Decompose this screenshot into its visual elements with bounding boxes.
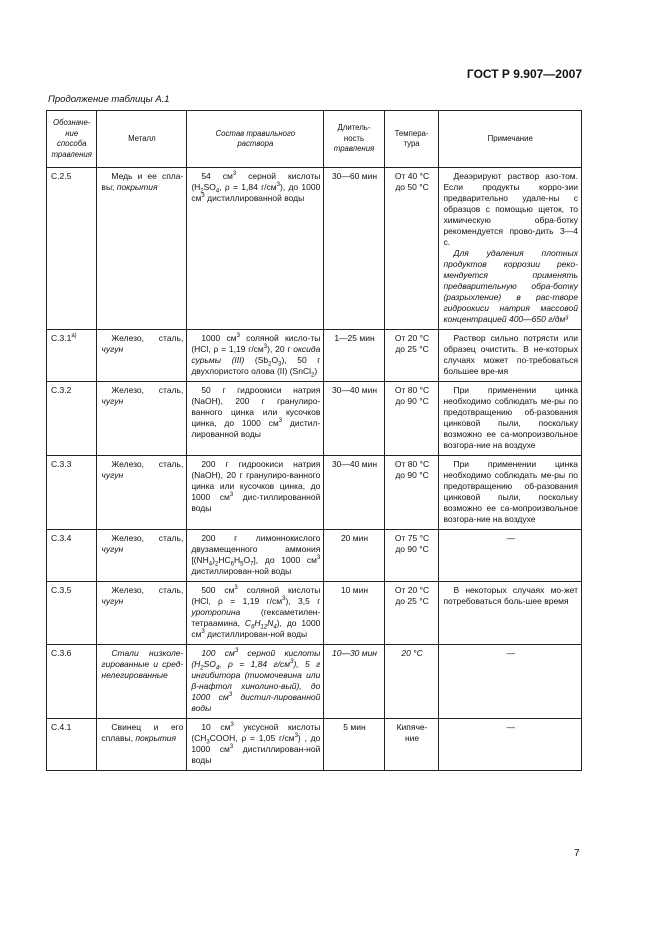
temperature-text: От 20 °С [394,585,430,595]
solution-text: уксусной кислоты (CH [191,722,321,743]
solution-text: 500 см [201,585,235,595]
cell-duration [324,719,384,771]
solution-text: COOH, ρ = 1,05 г/см [209,733,295,743]
cell-temperature [384,382,439,456]
cell-solution [187,382,324,456]
table-header-row [47,111,582,168]
solution-text: дистил-лированной воды [191,692,321,713]
solution-text: O [243,555,251,565]
cell-note [439,719,582,771]
temperature-text: От 40 °С [394,171,430,181]
temperature-text: до 50 °С [395,182,429,192]
table-row [47,168,582,330]
solution-text: соляной кисло-ты (HCl, ρ = 1,19 г/см [191,333,321,354]
solution-text: серной кислоты (H [191,171,321,192]
temperature-text: до 90 °С [395,396,429,406]
cell-code [47,456,97,530]
cell-temperature [384,168,439,330]
note-text: — [506,648,515,658]
header-temperature-line: тура [403,139,420,148]
metal-text: Железо, сталь, [111,585,184,595]
table-caption: Продолжение таблицы А.1 [48,94,170,105]
solution-sup: 3 [232,171,237,178]
cell-temperature [384,456,439,530]
solution-sup: 3 [229,492,234,499]
solution-sup: 3 [236,333,240,340]
cell-solution [187,645,324,719]
page-number: 7 [574,848,580,859]
cell-code [47,530,97,582]
cell-metal [97,330,187,382]
cell-metal [97,168,187,330]
cell-solution [187,530,324,582]
solution-text: 50 г гидроокиси натрия (NaOH), 200 г гранулиро-ванного цинка или кусочков цинка, до 1000 см [191,385,321,428]
solution-text: ), до 1000 см [191,618,321,639]
cell-note [439,168,582,330]
solution-text: дистиллированной воды [204,193,305,203]
cell-temperature [384,530,439,582]
solution-sub: 2 [268,361,272,368]
solution-text: ), 3,5 г [285,596,321,606]
duration-text: 5 мин [343,722,366,732]
cell-temperature [384,645,439,719]
solution-text: , ρ = 1,84 г/см [219,182,277,192]
temperature-text: 20 °С [401,648,423,658]
solution-sup: 3 [201,193,205,200]
cell-duration [324,382,384,456]
solution-text: , ρ = 1,84 г/см [219,659,291,669]
cell-note [439,645,582,719]
code-text: С.3.4 [51,533,72,543]
solution-sub: 12 [260,624,268,631]
metal-text: Медь и ее спла-вы; [101,171,184,192]
metal-text: Железо, сталь, [111,459,184,469]
duration-text: 30—60 мин [331,171,378,181]
metal-text: Железо, сталь, [111,533,184,543]
cell-metal [97,456,187,530]
cell-note [439,330,582,382]
header-solution [187,111,324,168]
metal-italic-text: покрытия [116,182,158,192]
header-duration-line: травления [333,144,375,154]
header-temperature-line: Темпера- [394,128,429,138]
solution-text: 100 см [201,648,235,658]
cell-solution [187,456,324,530]
cell-code [47,168,97,330]
cell-duration [324,330,384,382]
metal-italic-text: чугун [101,396,124,406]
solution-sup: 3 [234,648,239,655]
cell-temperature [384,330,439,382]
solution-text: ) [314,366,318,376]
solution-sup: 3 [290,659,294,666]
cell-solution [187,582,324,645]
note-text: При применении цинка необходимо соблюдать ме-ры по предотвращению об-разования цинковой пыли, поскольку возможно ее са-мопроизвольное возгора-ние на воздухе [443,459,578,524]
table-row [47,645,582,719]
solution-sub: 6 [230,561,234,568]
solution-sub: 2 [310,372,315,379]
solution-sub: 7 [250,561,254,568]
solution-text: ) [212,555,215,565]
metal-italic-text: чугун [101,470,124,480]
solution-text: SO [203,659,216,669]
solution-text: серной кислоты (H [191,648,321,669]
standard-code: ГОСТ Р 9.907—2007 [466,67,582,81]
header-duration-line: Длитель- [337,123,371,133]
table-row [47,530,582,582]
code-text: С.3.2 [51,385,72,395]
solution-text: дистил-лированной воды [191,418,321,439]
solution-text: дистиллирован-ной воды [204,629,308,639]
solution-text: (гексаметилен-тетраамина, [191,607,321,628]
solution-sub: 4 [215,665,220,672]
solution-italic: уротропина [191,607,241,617]
cell-code [47,382,97,456]
header-metal: Металл [97,111,187,168]
cell-note [439,382,582,456]
solution-italic: N [267,618,274,628]
temperature-text: до 25 °С [395,344,429,354]
solution-text: дистиллирован-ной воды [191,566,292,576]
solution-sub: 2 [200,665,204,672]
solution-italic: H [254,618,261,628]
etching-methods-table [46,110,582,771]
cell-temperature [384,719,439,771]
header-solution-line: Состав травильного [215,128,296,138]
solution-text: SO [203,182,216,192]
solution-sup: 3 [282,596,286,603]
temperature-text: От 80 °С [394,385,430,395]
solution-text: ), 50 г двухлористого олова (II) (SnCl [191,355,321,376]
cell-metal [97,719,187,771]
solution-sub: 3 [278,361,282,368]
cell-note [439,582,582,645]
header-solution-line: раствора [237,139,274,148]
code-text: С.3.1 [51,333,72,343]
solution-text: O [271,355,279,365]
temperature-text: ние [404,733,420,743]
cell-duration [324,645,384,719]
code-text: С.3.3 [51,459,72,469]
solution-sup: 3 [278,418,283,425]
table-row [47,456,582,530]
metal-italic-text: чугун [101,544,124,554]
cell-duration [324,168,384,330]
code-text: С.3.6 [51,648,72,658]
cell-metal [97,530,187,582]
note-text: Деаэрируют раствор азо-том. Если продукты корро-зии предварительно удале-ны с образцов с помощью щеток, то химическую обра-ботку рекомендуется прово-дить 3—4 с. [443,171,578,247]
cell-duration [324,456,384,530]
code-text: С.3.5 [51,585,72,595]
cell-metal [97,582,187,645]
note-text: — [506,533,515,543]
solution-sup: 3 [263,344,268,351]
solution-sup: 3 [229,744,234,751]
solution-sub: 5 [240,561,244,568]
solution-text: 200 г лимоннокислого двузамещенного аммония [(NH [191,533,321,565]
solution-sup: 3 [201,629,205,636]
solution-text: ], до 1000 см [253,555,317,565]
note-text: Раствор сильно потрясти или образец очистить. В не-которых случаях может по-требоваться большее вре-мя [443,333,578,376]
cell-solution [187,330,324,382]
cell-temperature [384,582,439,645]
temperature-text: до 90 °С [395,470,429,480]
solution-sup: 3 [230,722,234,729]
header-duration-line: ность [343,133,365,143]
solution-sub: 4 [273,624,277,631]
table-row [47,582,582,645]
solution-text: дис-тиллированной воды [191,492,321,513]
duration-text: 30—40 мин [331,459,378,469]
cell-code [47,582,97,645]
note-text: При применении цинка необходимо соблюдать ме-ры по предотвращению об-разования цинковой пыли, поскольку возможно ее са-мопроизвольное возгора-ние на воздухе [443,385,578,450]
code-text: С.2.5 [51,171,72,181]
metal-text: Свинец и его сплавы, [101,722,184,743]
solution-sup: 3 [228,692,233,699]
solution-text: 10 см [201,722,231,732]
cell-code [47,645,97,719]
footnote-mark: а) [71,333,77,340]
cell-solution [187,168,324,330]
code-text: С.4.1 [51,722,72,732]
header-code [47,111,97,168]
solution-sub: 4 [215,188,220,195]
solution-text: HC [218,555,231,565]
header-code-line: травления [51,149,92,159]
note-text: — [506,722,515,732]
metal-text: Железо, сталь, [111,385,184,395]
solution-sup: 3 [276,182,280,189]
duration-text: 1—25 мин [334,333,375,343]
cell-code [47,330,97,382]
temperature-text: до 90 °С [395,544,429,554]
table-row [47,719,582,771]
solution-text: ) , до 1000 см [191,733,321,754]
solution-sub: 2 [214,561,219,568]
cell-duration [324,582,384,645]
solution-italic: оксида сурьмы (III) [191,344,321,365]
cell-duration [324,530,384,582]
cell-metal [97,382,187,456]
metal-italic-text: покрытия [135,733,177,743]
temperature-text: Кипяче- [396,722,428,732]
solution-sub: 3 [206,739,210,746]
cell-metal [97,645,187,719]
duration-text: 10—30 мин [331,648,377,658]
header-temperature [384,111,439,168]
cell-note [439,530,582,582]
solution-text: соляной кислоты (HCl, ρ = 1,19 г/см [191,585,321,606]
solution-text: H [233,555,241,565]
solution-sub: 4 [208,561,213,568]
solution-text: ), до 1000 см [191,182,321,203]
temperature-text: От 80 °С [394,459,430,469]
solution-sub: 6 [251,624,255,631]
header-code-line: Обозначе- [53,118,91,127]
duration-text: 10 мин [340,585,369,595]
metal-italic-text: чугун [101,344,124,354]
temperature-text: до 25 °С [395,596,429,606]
note-text-italic: Для удаления плотных продуктов коррозии реко-мендуется применять предварительную обра-ботку (разрыхление) в рас-творе гидроокиси натрия массовой концентрацией 400—650 г/дм³ [443,248,578,324]
cell-code [47,719,97,771]
header-note: Примечание [439,111,582,168]
solution-text: дистиллирован-ной воды [191,744,321,765]
duration-text: 30—40 мин [331,385,378,395]
solution-sub: 2 [200,188,204,195]
solution-sup: 3 [294,733,298,740]
cell-note [439,456,582,530]
note-text: В некоторых случаях мо-жет потребоваться боль-шее время [443,585,578,606]
metal-italic-text: Стали низколе-гированные и сред-нелегированные [101,648,184,680]
table-row [47,382,582,456]
header-duration [324,111,384,168]
solution-italic: C [244,618,252,628]
metal-italic-text: чугун [101,596,124,606]
solution-text: ), 5 г ингибитора (тиомочевина или β-нафтол хинолино-вый), до 1000 см [191,659,321,702]
temperature-text: От 75 °С [394,533,430,543]
table-row [47,330,582,382]
temperature-text: От 20 °С [394,333,430,343]
cell-solution [187,719,324,771]
solution-text: 200 г гидроокиси натрия (NaOH), 20 г гранулиро-ванного цинка или кусочков цинка, до 1000 см [191,459,321,502]
duration-text: 20 мин [340,533,369,543]
solution-text: 1000 см [201,333,237,343]
header-code-line: ние [65,128,79,138]
solution-text: ), 20 г [267,344,294,354]
metal-text: Железо, сталь, [111,333,184,343]
solution-text: 54 см [201,171,233,181]
header-code-line: способа [56,139,87,148]
solution-sup: 3 [234,585,238,592]
solution-text: (Sb [244,355,269,365]
solution-sup: 3 [317,555,321,562]
